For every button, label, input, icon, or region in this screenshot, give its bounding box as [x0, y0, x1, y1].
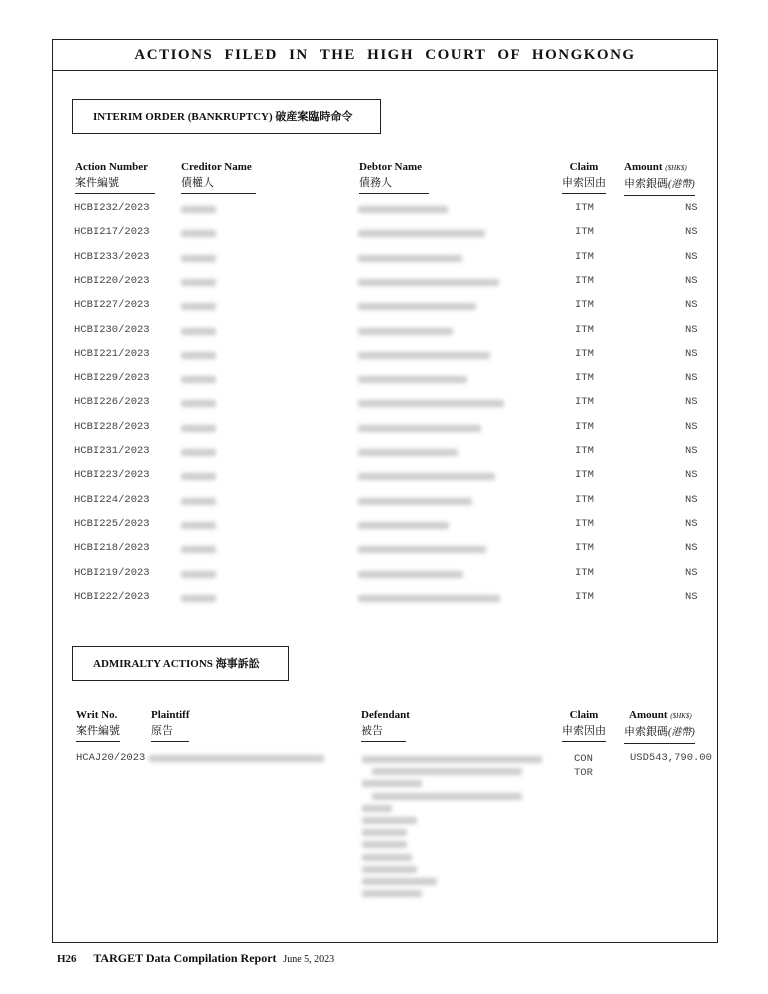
page-title: ACTIONS FILED IN THE HIGH COURT OF HONGKONG	[53, 40, 717, 71]
debtor-redacted	[358, 230, 485, 237]
debtor-redacted	[358, 498, 472, 505]
claim: ITM	[575, 590, 594, 603]
table-row	[53, 445, 698, 469]
table-row	[53, 226, 698, 250]
action-number: HCBI217/2023	[74, 226, 150, 239]
action-number: HCBI231/2023	[74, 445, 150, 457]
defendant-redacted	[372, 793, 522, 800]
action-number: HCBI222/2023	[74, 590, 150, 603]
defendant-redacted	[362, 817, 417, 824]
claim: ITM	[575, 323, 594, 336]
plaintiff-redacted	[149, 755, 324, 762]
defendant-redacted	[362, 841, 407, 848]
action-number: HCBI221/2023	[74, 347, 150, 360]
table-row	[53, 347, 698, 372]
writ-number: HCAJ20/2023	[76, 752, 146, 764]
header-debtor: Debtor Name 債務人	[359, 159, 429, 194]
debtor-redacted	[358, 206, 448, 213]
table-row	[53, 420, 698, 445]
debtor-redacted	[358, 473, 495, 480]
debtor-redacted	[358, 328, 453, 335]
debtor-redacted	[358, 303, 476, 310]
defendant-redacted	[372, 768, 522, 775]
table-row	[53, 396, 698, 420]
action-number: HCBI232/2023	[74, 202, 150, 214]
header-writ: Writ No. 案件編號	[76, 707, 120, 742]
creditor-redacted	[181, 255, 216, 262]
claim: ITM	[575, 372, 594, 385]
report-date: June 5, 2023	[283, 954, 335, 965]
action-number: HCBI229/2023	[74, 372, 150, 385]
debtor-redacted	[358, 595, 500, 602]
claim: ITM	[575, 445, 594, 457]
amount: NS	[685, 396, 698, 409]
action-number: HCBI226/2023	[74, 396, 150, 409]
creditor-redacted	[181, 400, 216, 407]
defendant-redacted	[362, 780, 422, 787]
claim: ITM	[575, 226, 594, 239]
header-creditor: Creditor Name 債權人	[181, 159, 256, 194]
creditor-redacted	[181, 206, 216, 213]
amount: NS	[685, 347, 698, 360]
debtor-redacted	[358, 400, 504, 407]
debtor-redacted	[358, 546, 486, 553]
creditor-redacted	[181, 595, 216, 602]
debtor-redacted	[358, 352, 490, 359]
creditor-redacted	[181, 449, 216, 456]
defendant-redacted	[362, 866, 417, 873]
action-number: HCBI225/2023	[74, 517, 150, 530]
action-number: HCBI224/2023	[74, 493, 150, 506]
amount: NS	[685, 274, 698, 287]
header-plaintiff: Plaintiff 原告	[151, 707, 190, 742]
interim-section-heading: INTERIM ORDER (BANKRUPTCY) 破産案臨時命令	[72, 99, 381, 134]
debtor-redacted	[358, 522, 449, 529]
debtor-redacted	[358, 279, 499, 286]
header-amount: Amount ($HK$) 申索銀碼(港幣)	[624, 159, 695, 196]
claim: ITM	[575, 347, 594, 360]
defendant-redacted	[362, 878, 437, 885]
amount: NS	[685, 420, 698, 433]
creditor-redacted	[181, 498, 216, 505]
amount: NS	[685, 372, 698, 385]
amount: NS	[685, 517, 698, 530]
table-row	[53, 566, 698, 591]
defendant-redacted	[362, 854, 412, 861]
header-defendant: Defendant 被告	[361, 707, 410, 742]
table-row	[53, 299, 698, 323]
debtor-redacted	[358, 571, 463, 578]
admiralty-section-heading: ADMIRALTY ACTIONS 海事訴訟	[72, 646, 289, 681]
table-row	[53, 517, 698, 542]
defendant-redacted	[362, 756, 542, 763]
claim: ITM	[575, 250, 594, 263]
action-number: HCBI227/2023	[74, 299, 150, 312]
action-number: HCBI218/2023	[74, 542, 150, 555]
creditor-redacted	[181, 352, 216, 359]
amount: NS	[685, 250, 698, 263]
table-row	[53, 274, 698, 299]
action-number: HCBI230/2023	[74, 323, 150, 336]
table-row	[53, 590, 698, 615]
claim: ITM	[575, 493, 594, 506]
debtor-redacted	[358, 255, 462, 262]
amount: NS	[685, 299, 698, 312]
report-title: TARGET Data Compilation Report	[93, 951, 277, 965]
claim: ITM	[575, 274, 594, 287]
action-number: HCBI228/2023	[74, 420, 150, 433]
creditor-redacted	[181, 230, 216, 237]
claim: ITM	[575, 566, 594, 579]
table-row	[53, 542, 698, 566]
page-number: H26	[57, 953, 77, 965]
defendant-redacted	[362, 890, 422, 897]
header-amount-admiralty: Amount ($HK$) 申索銀碼(港幣)	[624, 707, 695, 744]
table-row	[53, 202, 698, 226]
creditor-redacted	[181, 473, 216, 480]
table-row	[53, 323, 698, 348]
amount: NS	[685, 590, 698, 603]
claim: ITM	[575, 202, 594, 214]
amount: NS	[685, 323, 698, 336]
amount: NS	[685, 566, 698, 579]
creditor-redacted	[181, 522, 216, 529]
claim: ITM	[575, 396, 594, 409]
claim: ITM	[575, 420, 594, 433]
debtor-redacted	[358, 449, 458, 456]
claim: ITM	[575, 469, 594, 482]
amount: NS	[685, 493, 698, 506]
amount: USD543,790.00	[630, 752, 712, 764]
creditor-redacted	[181, 425, 216, 432]
debtor-redacted	[358, 425, 481, 432]
table-row	[53, 493, 698, 518]
table-row	[53, 469, 698, 493]
amount: NS	[685, 226, 698, 239]
table-row	[53, 372, 698, 396]
amount: NS	[685, 202, 698, 214]
action-number: HCBI220/2023	[74, 274, 150, 287]
creditor-redacted	[181, 328, 216, 335]
defendant-redacted	[362, 805, 392, 812]
creditor-redacted	[181, 376, 216, 383]
header-claim-admiralty: Claim 申索因由	[562, 707, 606, 742]
action-number: HCBI219/2023	[74, 566, 150, 579]
amount: NS	[685, 542, 698, 555]
claim: CON TOR	[574, 753, 593, 779]
action-number: HCBI233/2023	[74, 250, 150, 263]
claim: ITM	[575, 299, 594, 312]
defendant-redacted	[362, 829, 407, 836]
creditor-redacted	[181, 546, 216, 553]
creditor-redacted	[181, 303, 216, 310]
claim: ITM	[575, 517, 594, 530]
debtor-redacted	[358, 376, 467, 383]
table-row	[53, 250, 698, 275]
claim: ITM	[575, 542, 594, 555]
header-action-number: Action Number 案件編號	[75, 159, 155, 194]
amount: NS	[685, 469, 698, 482]
creditor-redacted	[181, 279, 216, 286]
action-number: HCBI223/2023	[74, 469, 150, 482]
footer	[57, 951, 334, 966]
header-claim: Claim 申索因由	[562, 159, 606, 194]
amount: NS	[685, 445, 698, 457]
creditor-redacted	[181, 571, 216, 578]
